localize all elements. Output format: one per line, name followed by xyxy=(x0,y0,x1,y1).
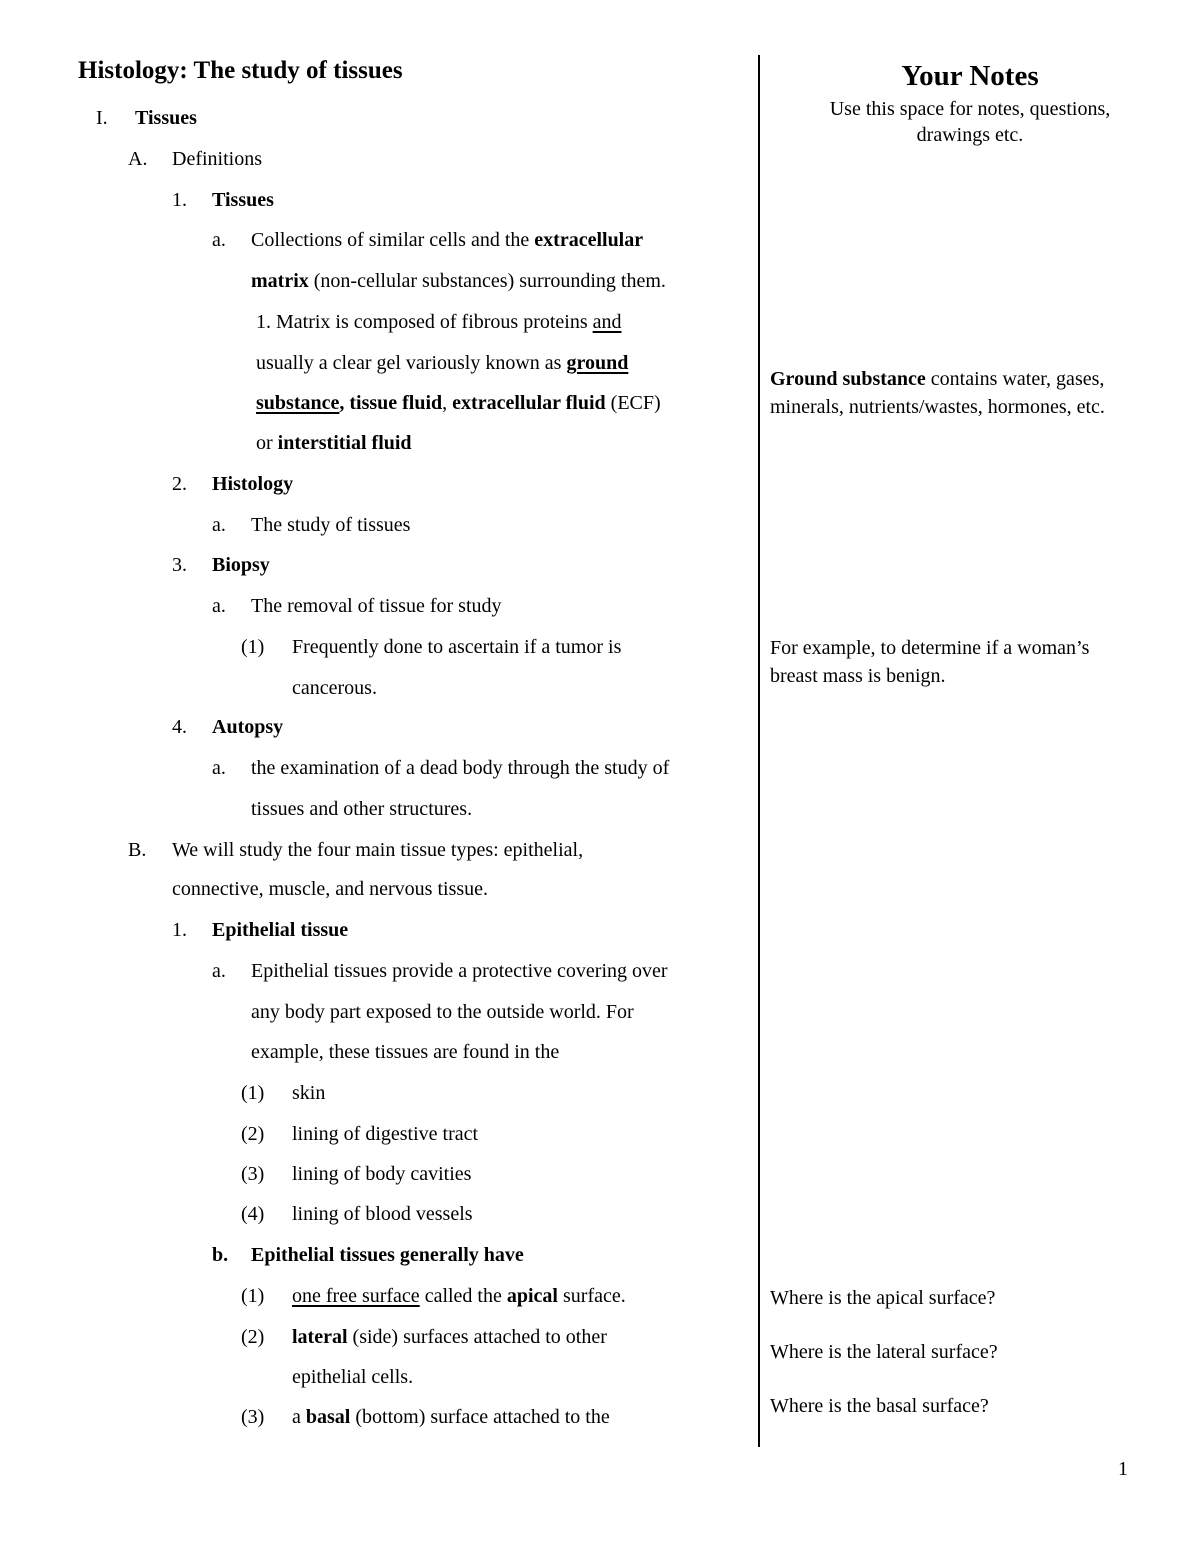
matrix-line: usually a clear gel variously known as ground xyxy=(256,352,629,374)
surface-lateral: lateral (side) surfaces attached to other xyxy=(292,1326,607,1348)
surface-lateral: epithelial cells. xyxy=(292,1366,414,1388)
note-question-lateral: Where is the lateral surface? xyxy=(770,1341,998,1363)
subsection-definitions: Definitions xyxy=(172,148,262,170)
outline-marker: A. xyxy=(128,148,148,170)
surface-basal: a basal (bottom) surface attached to the xyxy=(292,1406,610,1428)
outline-marker: (1) xyxy=(241,1285,265,1307)
definition-line: matrix (non-cellular substances) surrounding them. xyxy=(251,270,666,292)
outline-marker: a. xyxy=(212,514,226,536)
list-item: lining of body cavities xyxy=(292,1163,472,1185)
subheading-surfaces: Epithelial tissues generally have xyxy=(251,1244,524,1266)
list-item: skin xyxy=(292,1082,326,1104)
definition-line: The removal of tissue for study xyxy=(251,595,502,617)
matrix-line: 1. Matrix is composed of fibrous proteins and xyxy=(256,311,622,333)
matrix-line: substance, tissue fluid, extracellular fluid (ECF) xyxy=(256,392,661,414)
definition-line: Frequently done to ascertain if a tumor is xyxy=(292,636,622,658)
note-question-basal: Where is the basal surface? xyxy=(770,1395,989,1417)
term-epithelial-tissue: Epithelial tissue xyxy=(212,919,349,941)
term-histology: Histology xyxy=(212,473,294,495)
definition-line: any body part exposed to the outside world. For xyxy=(251,1001,634,1023)
outline-marker: (1) xyxy=(241,636,265,658)
page-title: Histology: The study of tissues xyxy=(78,57,403,84)
outline-marker: a. xyxy=(212,595,226,617)
definition-line: Collections of similar cells and the extracellular xyxy=(251,229,644,251)
definition-line: cancerous. xyxy=(292,677,377,699)
note-question-apical: Where is the apical surface? xyxy=(770,1287,996,1309)
outline-marker: b. xyxy=(212,1244,229,1266)
subsection-tissue-types: We will study the four main tissue types: epithelial, xyxy=(172,839,584,861)
section-heading-tissues: Tissues xyxy=(135,107,197,129)
outline-marker: 4. xyxy=(172,716,187,738)
outline-marker: (4) xyxy=(241,1203,265,1225)
term-autopsy: Autopsy xyxy=(212,716,284,738)
notes-heading: Your Notes xyxy=(901,60,1039,92)
outline-marker: (2) xyxy=(241,1326,265,1348)
outline-marker: 1. xyxy=(172,189,187,211)
notes-instructions: Use this space for notes, questions, drawings etc. xyxy=(829,98,1111,146)
list-item: lining of digestive tract xyxy=(292,1123,479,1145)
outline-marker: a. xyxy=(212,757,226,779)
note-biopsy-example: For example, to determine if a woman’s breast mass is benign. xyxy=(770,637,1090,687)
outline-marker: 2. xyxy=(172,473,187,495)
outline-marker: B. xyxy=(128,839,147,861)
list-item: lining of blood vessels xyxy=(292,1203,473,1225)
outline-marker: 1. xyxy=(172,919,187,941)
term-tissues: Tissues xyxy=(212,189,274,211)
outline-marker: (3) xyxy=(241,1406,265,1428)
outline-marker: (2) xyxy=(241,1123,265,1145)
surface-apical: one free surface called the apical surface. xyxy=(292,1285,626,1307)
definition-line: example, these tissues are found in the xyxy=(251,1041,560,1063)
term-biopsy: Biopsy xyxy=(212,554,270,576)
note-ground-substance: Ground substance contains water, gases, minerals, nutrients/wastes, hormones, etc. xyxy=(770,368,1105,418)
subsection-tissue-types: connective, muscle, and nervous tissue. xyxy=(172,878,489,900)
outline-marker: 3. xyxy=(172,554,187,576)
definition-line: Epithelial tissues provide a protective covering over xyxy=(251,960,668,982)
definition-line: the examination of a dead body through the study of xyxy=(251,757,670,779)
outline-marker: a. xyxy=(212,229,226,251)
definition-line: The study of tissues xyxy=(251,514,411,536)
definition-line: tissues and other structures. xyxy=(251,798,473,820)
outline-marker: a. xyxy=(212,960,226,982)
page-number: 1 xyxy=(1118,1458,1128,1480)
outline-marker: I. xyxy=(96,107,108,129)
column-divider xyxy=(758,55,760,1447)
outline-marker: (1) xyxy=(241,1082,265,1104)
matrix-line: or interstitial fluid xyxy=(256,432,412,454)
outline-marker: (3) xyxy=(241,1163,265,1185)
